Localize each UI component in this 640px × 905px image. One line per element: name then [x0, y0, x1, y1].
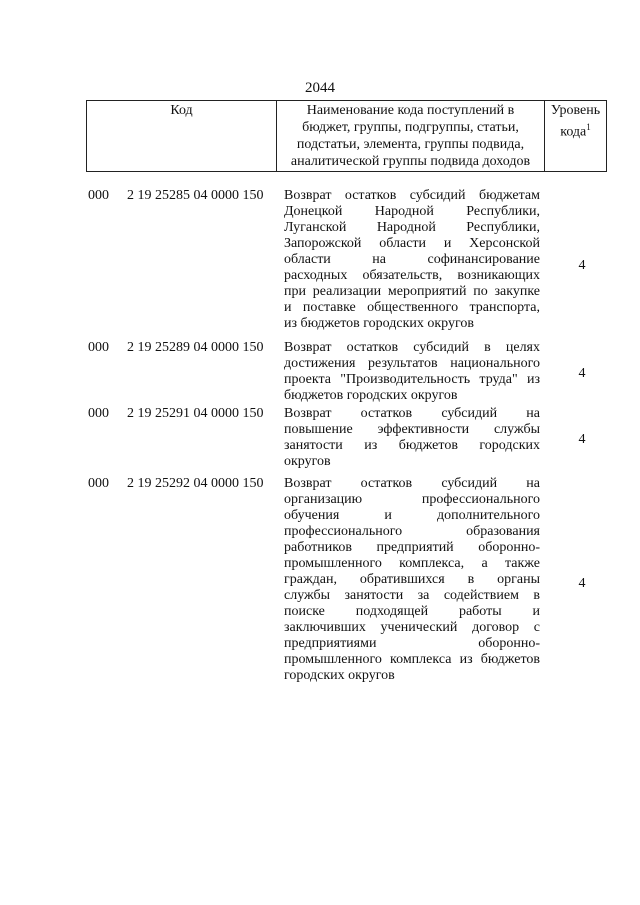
code-level: 4 — [578, 258, 586, 273]
revenue-code: 2 19 25285 04 0000 150 — [127, 188, 264, 203]
admin-code: 000 — [88, 188, 109, 203]
header-level-line: кода$^1$ — [560, 122, 591, 140]
description-line: расходных обязательств, возникающих — [284, 268, 540, 283]
revenue-description — [284, 340, 540, 404]
description-line: и поставке общественного транспорта, — [284, 300, 540, 315]
revenue-description — [284, 476, 540, 684]
page-number: 2044 — [305, 80, 335, 96]
header-name-line: подстатьи, элемента, группы подвида, — [296, 137, 525, 152]
description-line: Возврат остатков субсидий бюджетам — [284, 188, 540, 203]
revenue-description — [284, 188, 540, 332]
code-level: 4 — [578, 366, 586, 381]
description-line: поиске подходящей работы и — [284, 604, 540, 619]
description-line: профессионального образования — [284, 524, 540, 539]
admin-code: 000 — [88, 476, 109, 491]
table-header — [86, 100, 607, 172]
code-level: 4 — [578, 576, 586, 591]
revenue-code: 2 19 25289 04 0000 150 — [127, 340, 264, 355]
code-level: 4 — [578, 432, 586, 447]
description-line: округов — [284, 454, 331, 469]
header-level — [545, 101, 607, 172]
revenue-code: 2 19 25291 04 0000 150 — [127, 406, 264, 421]
admin-code: 000 — [88, 340, 109, 355]
description-line: области на софинансирование — [284, 252, 540, 267]
description-line: промышленного комплекса из бюджетов — [284, 652, 540, 667]
header-name-line: Наименование кода поступлений в — [306, 103, 515, 118]
description-line: достижения результатов национального — [284, 356, 540, 371]
description-line: проекта "Производительность труда" из — [284, 372, 540, 387]
description-line: бюджетов городских округов — [284, 388, 458, 403]
description-line: предприятиями оборонно- — [284, 636, 540, 651]
header-name — [277, 101, 545, 172]
description-line: обучения и дополнительного — [284, 508, 540, 523]
description-line: Запорожской области и Херсонской — [284, 236, 540, 251]
description-line: городских округов — [284, 668, 395, 683]
admin-code: 000 — [88, 406, 109, 421]
revenue-description — [284, 406, 540, 470]
description-line: Возврат остатков субсидий на — [284, 476, 540, 491]
header-name-line: бюджет, группы, подгруппы, статьи, — [302, 120, 519, 135]
header-code: Код — [87, 101, 277, 172]
description-line: Донецкой Народной Республики, — [284, 204, 540, 219]
description-line: Возврат остатков субсидий в целях — [284, 340, 540, 355]
footnote-marker: 1 — [586, 122, 591, 132]
description-line: службы занятости за содействием в — [284, 588, 540, 603]
description-line: повышение эффективности службы — [284, 422, 540, 437]
revenue-code: 2 19 25292 04 0000 150 — [127, 476, 264, 491]
description-line: занятости из бюджетов городских — [284, 438, 540, 453]
description-line: промышленного комплекса, а также — [284, 556, 540, 571]
description-line: граждан, обратившихся в органы — [284, 572, 540, 587]
description-line: заключивших ученический договор с — [284, 620, 540, 635]
description-line: работников предприятий оборонно- — [284, 540, 540, 555]
description-line: организацию профессионального — [284, 492, 540, 507]
description-line: Возврат остатков субсидий на — [284, 406, 540, 421]
description-line: из бюджетов городских округов — [284, 316, 475, 331]
description-line: при реализации мероприятий по закупке — [284, 284, 540, 299]
header-level-line: Уровень — [550, 103, 601, 118]
header-name-line: аналитической группы подвида доходов — [290, 154, 531, 169]
description-line: Луганской Народной Республики, — [284, 220, 540, 235]
